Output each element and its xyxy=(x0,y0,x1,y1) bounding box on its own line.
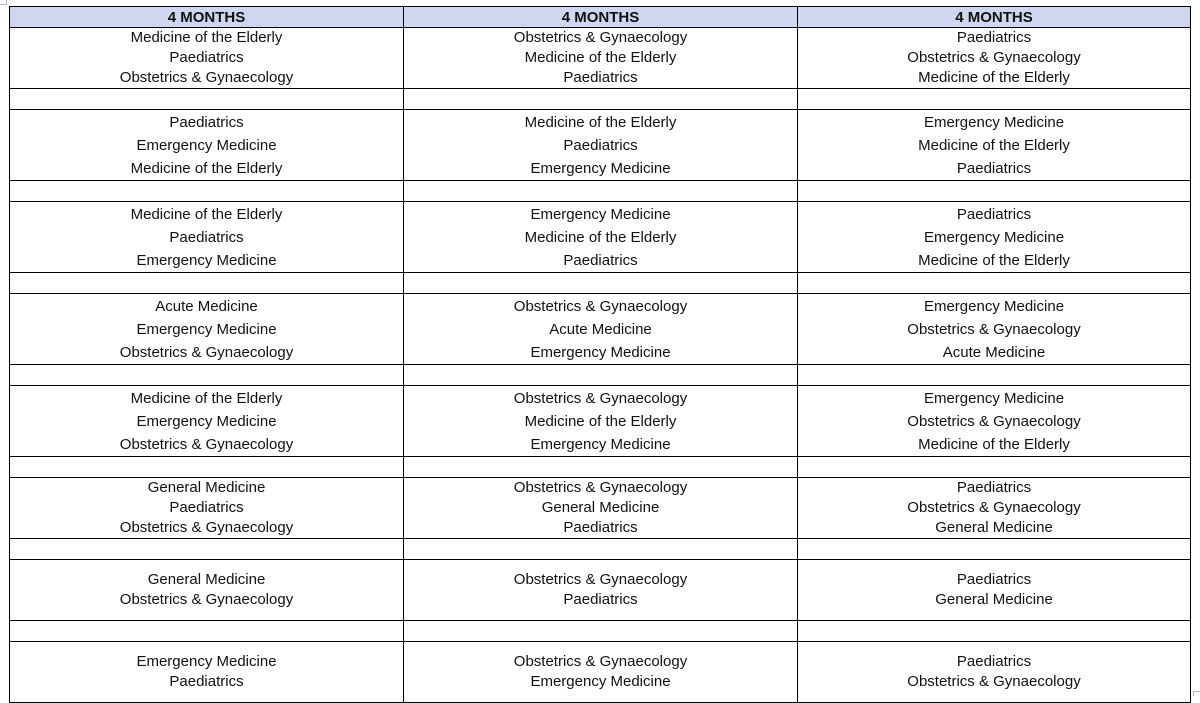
rotation-cell xyxy=(798,28,1191,89)
specialty-label: Medicine of the Elderly xyxy=(130,389,283,407)
column-header: 4 MONTHS xyxy=(404,7,798,28)
specialty-label: Obstetrics & Gynaecology xyxy=(513,389,688,407)
specialty-label: Emergency Medicine xyxy=(530,205,671,223)
rotation-cell xyxy=(404,202,798,273)
specialty-label: Paediatrics xyxy=(956,29,1032,46)
rotation-cell xyxy=(10,478,404,539)
specialty-label: Paediatrics xyxy=(956,653,1032,670)
spacer-row xyxy=(10,621,1191,642)
specialty-label: General Medicine xyxy=(935,591,1053,608)
specialty-label: Paediatrics xyxy=(563,69,638,86)
rotation-cell xyxy=(10,202,404,273)
specialty-label: General Medicine xyxy=(541,499,660,516)
rotation-cell xyxy=(798,202,1191,273)
rotation-block-row xyxy=(10,202,1191,273)
rotation-cell xyxy=(404,294,798,365)
empty-cell xyxy=(404,89,798,110)
empty-cell xyxy=(404,621,798,642)
specialty-label: Paediatrics xyxy=(563,591,638,608)
rotation-cell xyxy=(10,110,404,181)
specialty-label: Emergency Medicine xyxy=(923,113,1065,131)
empty-cell xyxy=(404,181,798,202)
specialty-label: Paediatrics xyxy=(169,49,244,66)
specialty-label: Emergency Medicine xyxy=(530,343,671,361)
specialty-label: Emergency Medicine xyxy=(136,412,277,430)
empty-cell xyxy=(798,457,1191,478)
empty-cell xyxy=(10,539,404,560)
empty-cell xyxy=(10,457,404,478)
specialty-label: Obstetrics & Gynaecology xyxy=(513,653,688,670)
specialty-label: Obstetrics & Gynaecology xyxy=(513,29,688,46)
rotation-block-row xyxy=(10,642,1191,703)
rotation-cell xyxy=(404,560,798,621)
column-header: 4 MONTHS xyxy=(798,7,1191,28)
empty-cell xyxy=(798,181,1191,202)
rotation-cell xyxy=(798,642,1191,703)
specialty-label: Obstetrics & Gynaecology xyxy=(513,571,688,588)
spacer-row xyxy=(10,539,1191,560)
specialty-label: Obstetrics & Gynaecology xyxy=(119,435,294,453)
specialty-label: General Medicine xyxy=(147,571,266,588)
specialty-label: Medicine of the Elderly xyxy=(524,113,677,131)
specialty-label: Medicine of the Elderly xyxy=(524,49,677,66)
rotation-block-row xyxy=(10,28,1191,89)
specialty-label: Emergency Medicine xyxy=(530,159,671,177)
rotation-block-row xyxy=(10,560,1191,621)
rotation-block-row xyxy=(10,110,1191,181)
specialty-label: Medicine of the Elderly xyxy=(130,29,283,46)
specialty-label: Paediatrics xyxy=(956,479,1032,496)
empty-cell xyxy=(404,539,798,560)
specialty-label: Obstetrics & Gynaecology xyxy=(907,320,1081,338)
specialty-label: Emergency Medicine xyxy=(136,136,277,154)
rotation-cell xyxy=(798,560,1191,621)
rotation-cell xyxy=(10,28,404,89)
specialty-label: Emergency Medicine xyxy=(136,251,277,269)
specialty-label: Acute Medicine xyxy=(549,320,652,338)
rotation-block-row xyxy=(10,478,1191,539)
specialty-label: Medicine of the Elderly xyxy=(524,228,677,246)
specialty-label: Emergency Medicine xyxy=(923,389,1065,407)
empty-cell xyxy=(10,273,404,294)
specialty-label: Obstetrics & Gynaecology xyxy=(907,673,1081,690)
specialty-label: Paediatrics xyxy=(169,113,244,131)
specialty-label: Paediatrics xyxy=(169,499,244,516)
page-corner-mark-bottom xyxy=(1193,691,1200,696)
empty-cell xyxy=(798,539,1191,560)
header-row xyxy=(10,7,1191,28)
rotation-block-row xyxy=(10,386,1191,457)
specialty-label: Obstetrics & Gynaecology xyxy=(513,479,688,496)
empty-cell xyxy=(798,621,1191,642)
rotation-cell xyxy=(798,110,1191,181)
specialty-label: Obstetrics & Gynaecology xyxy=(907,412,1081,430)
specialty-label: Obstetrics & Gynaecology xyxy=(119,343,294,361)
specialty-label: Medicine of the Elderly xyxy=(918,69,1070,86)
specialty-label: Paediatrics xyxy=(563,519,638,536)
specialty-label: Medicine of the Elderly xyxy=(918,435,1070,453)
column-header: 4 MONTHS xyxy=(10,7,404,28)
specialty-label: Emergency Medicine xyxy=(136,653,277,670)
empty-cell xyxy=(10,89,404,110)
specialty-label: Obstetrics & Gynaecology xyxy=(907,49,1081,66)
rotation-cell xyxy=(404,28,798,89)
rotation-block-row xyxy=(10,294,1191,365)
spacer-row xyxy=(10,457,1191,478)
specialty-label: General Medicine xyxy=(147,479,266,496)
rotation-cell xyxy=(404,642,798,703)
specialty-label: Paediatrics xyxy=(956,159,1032,177)
specialty-label: Obstetrics & Gynaecology xyxy=(119,591,294,608)
rotation-cell xyxy=(404,386,798,457)
specialty-label: Acute Medicine xyxy=(942,343,1046,361)
spacer-row xyxy=(10,273,1191,294)
specialty-label: Obstetrics & Gynaecology xyxy=(513,297,688,315)
rotation-table xyxy=(9,6,1191,703)
specialty-label: Obstetrics & Gynaecology xyxy=(119,69,294,86)
empty-cell xyxy=(798,273,1191,294)
specialty-label: Obstetrics & Gynaecology xyxy=(119,519,294,536)
specialty-label: Paediatrics xyxy=(563,251,638,269)
specialty-label: Emergency Medicine xyxy=(530,435,671,453)
empty-cell xyxy=(798,89,1191,110)
specialty-label: Emergency Medicine xyxy=(530,673,671,690)
specialty-label: Medicine of the Elderly xyxy=(918,251,1070,269)
specialty-label: Paediatrics xyxy=(956,571,1032,588)
empty-cell xyxy=(10,365,404,386)
specialty-label: Paediatrics xyxy=(169,673,244,690)
rotation-cell xyxy=(798,478,1191,539)
specialty-label: Medicine of the Elderly xyxy=(918,136,1070,154)
rotation-cell xyxy=(798,386,1191,457)
specialty-label: Acute Medicine xyxy=(155,297,258,315)
rotation-body xyxy=(10,28,1191,703)
specialty-label: General Medicine xyxy=(935,519,1053,536)
rotation-cell xyxy=(404,478,798,539)
spacer-row xyxy=(10,365,1191,386)
rotation-cell xyxy=(404,110,798,181)
specialty-label: Emergency Medicine xyxy=(136,320,277,338)
specialty-label: Emergency Medicine xyxy=(923,228,1065,246)
rotation-cell xyxy=(10,386,404,457)
empty-cell xyxy=(404,457,798,478)
empty-cell xyxy=(10,621,404,642)
empty-cell xyxy=(404,273,798,294)
rotation-cell xyxy=(798,294,1191,365)
specialty-label: Paediatrics xyxy=(563,136,638,154)
empty-cell xyxy=(10,181,404,202)
empty-cell xyxy=(798,365,1191,386)
specialty-label: Medicine of the Elderly xyxy=(130,205,283,223)
specialty-label: Medicine of the Elderly xyxy=(524,412,677,430)
specialty-label: Paediatrics xyxy=(169,228,244,246)
specialty-label: Emergency Medicine xyxy=(923,297,1065,315)
rotation-cell xyxy=(10,642,404,703)
page-corner-mark xyxy=(0,0,7,5)
empty-cell xyxy=(404,365,798,386)
spacer-row xyxy=(10,181,1191,202)
rotation-cell xyxy=(10,294,404,365)
rotation-cell xyxy=(10,560,404,621)
specialty-label: Medicine of the Elderly xyxy=(130,159,283,177)
spacer-row xyxy=(10,89,1191,110)
specialty-label: Obstetrics & Gynaecology xyxy=(907,499,1081,516)
specialty-label: Paediatrics xyxy=(956,205,1032,223)
